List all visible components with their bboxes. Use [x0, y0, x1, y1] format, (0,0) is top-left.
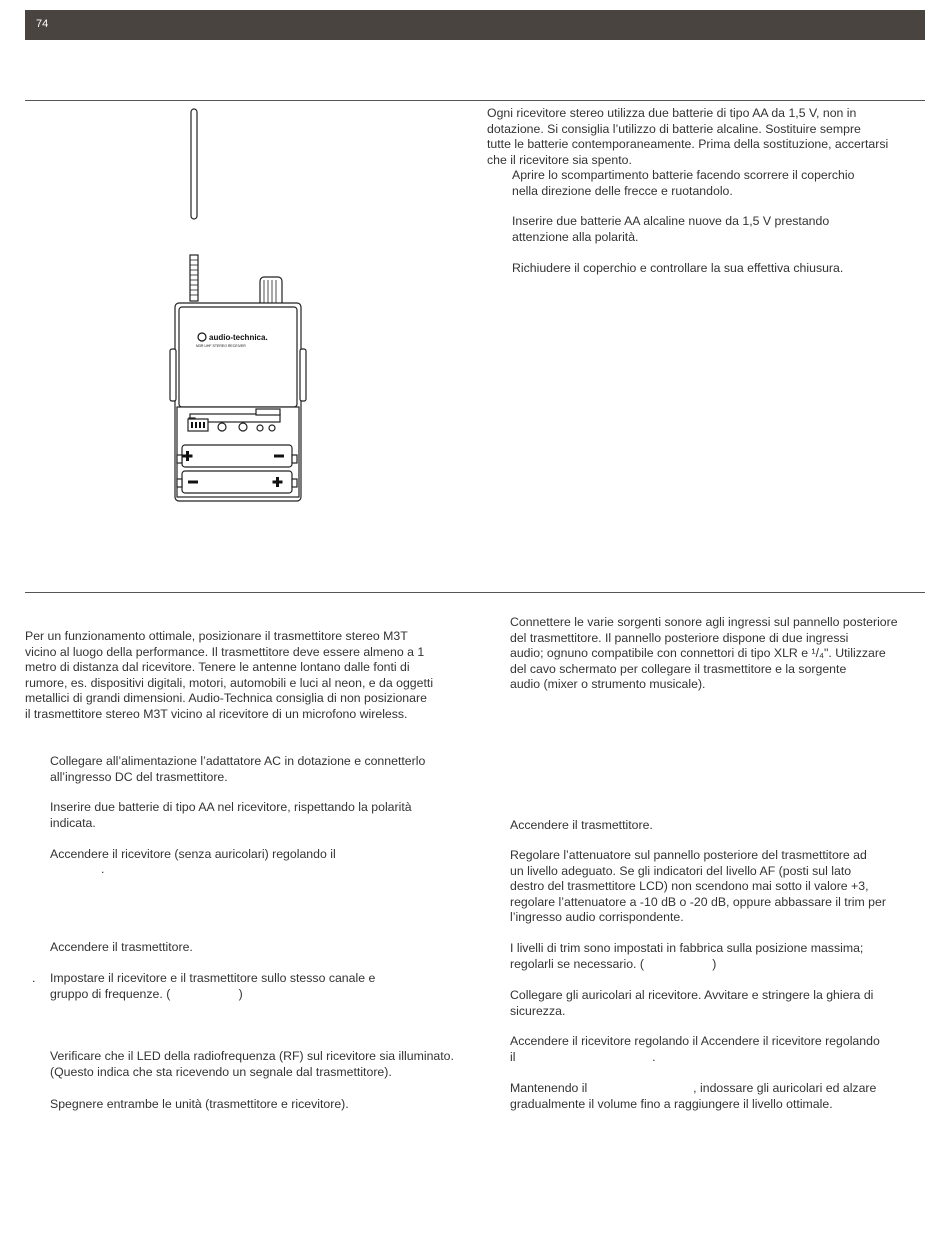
receiver-illustration [160, 105, 320, 510]
setup-step-5: Impostare il ricevitore e il trasmettitore sullo stesso canale e gruppo di frequenze. ( ) [50, 971, 376, 1001]
connect-step-6: Accendere il ricevitore regolando il Accendere il ricevitore regolando il . [510, 1034, 880, 1064]
battery-intro: Ogni ricevitore stereo utilizza due batterie di tipo AA da 1,5 V, non in dotazione. Si consiglia l’utilizzo di batterie alcaline. Sostituire sempre tutte le batterie contemporaneamente. Prima della sostituzione, accertarsi che il ricevitore sia spento. [487, 106, 889, 167]
connect-step-2: Accendere il trasmettitore. [510, 818, 653, 832]
connect-step-1: Connettere le varie sorgenti sonore agli ingressi sul pannello posteriore del trasmettitore. Il pannello posteriore dispone di due ingressi audio; ognuno compatibile con connettori di tipo XLR e ¹/₄". Utilizzare del cavo schermato per collegare il trasmettitore e la sorgente audio (mixer o strumento musicale). [510, 615, 898, 691]
connect-step-7: Mantenendo il , indossare gli auricolari ed alzare gradualmente il volume fino a raggiungere il livello ottimale. [510, 1081, 877, 1111]
battery-step-2: Inserire due batterie AA alcaline nuove da 1,5 V prestando attenzione alla polarità. [512, 214, 830, 244]
connect-step-5: Collegare gli auricolari al ricevitore. Avvitare e stringere la ghiera di sicurezza. [510, 988, 874, 1018]
section-divider-top [25, 100, 925, 101]
connect-step-3: Regolare l’attenuatore sul pannello posteriore del trasmettitore ad un livello adeguato. Se gli indicatori del livello AF (posti sul lato destro del trasmettitore LCD) non scendono mai sotto il valore +3, regolare l’attenuatore a -10 dB o -20 dB, oppure abbassare il trim per l’ingresso audio corrispondente. [510, 848, 886, 924]
page-number: 74 [36, 18, 49, 30]
placement-intro: Per un funzionamento ottimale, posizionare il trasmettitore stereo M3T vicino al luogo della performance. Il trasmettitore deve essere almeno a 1 metro di distanza dal ricevitore. Tenere le antenne lontano dalle fonti di rumore, es. dispositivi digitali, motori, automobili e luci al neon, e da oggetti metallici di grandi dimensioni. Audio-Technica consiglia di non posizionare il trasmettitore stereo M3T vicino al ricevitore di un microfono wireless. [25, 629, 434, 721]
connect-step-4: I livelli di trim sono impostati in fabbrica sulla posizione massima; regolarli se necessario. ( ) [510, 941, 864, 971]
setup-step-3-end: . [101, 862, 105, 876]
setup-step-7: Spegnere entrambe le unità (trasmettitore e ricevitore). [50, 1097, 349, 1111]
setup-step-4: Accendere il trasmettitore. [50, 940, 193, 954]
setup-step-1: Collegare all’alimentazione l’adattatore AC in dotazione e connetterlo all’ingresso DC del trasmettitore. [50, 754, 426, 784]
battery-step-3: Richiudere il coperchio e controllare la sua effettiva chiusura. [512, 261, 844, 275]
setup-step-5-marker: . [32, 971, 36, 985]
battery-step-1: Aprire lo scompartimento batterie facendo scorrere il coperchio nella direzione delle frecce e ruotandolo. [512, 168, 855, 198]
device-brand: audio-technica. [209, 333, 268, 342]
device-model: M3R UHF STEREO RECEIVER [196, 344, 246, 348]
section-divider-middle [25, 592, 925, 593]
setup-step-2: Inserire due batterie di tipo AA nel ricevitore, rispettando la polarità indicata. [50, 800, 412, 830]
setup-step-3: Accendere il ricevitore (senza auricolari) regolando il [50, 847, 336, 861]
setup-step-6: Verificare che il LED della radiofrequenza (RF) sul ricevitore sia illuminato. (Questo indica che sta ricevendo un segnale dal trasmettitore). [50, 1049, 454, 1079]
header-bar [25, 10, 925, 40]
